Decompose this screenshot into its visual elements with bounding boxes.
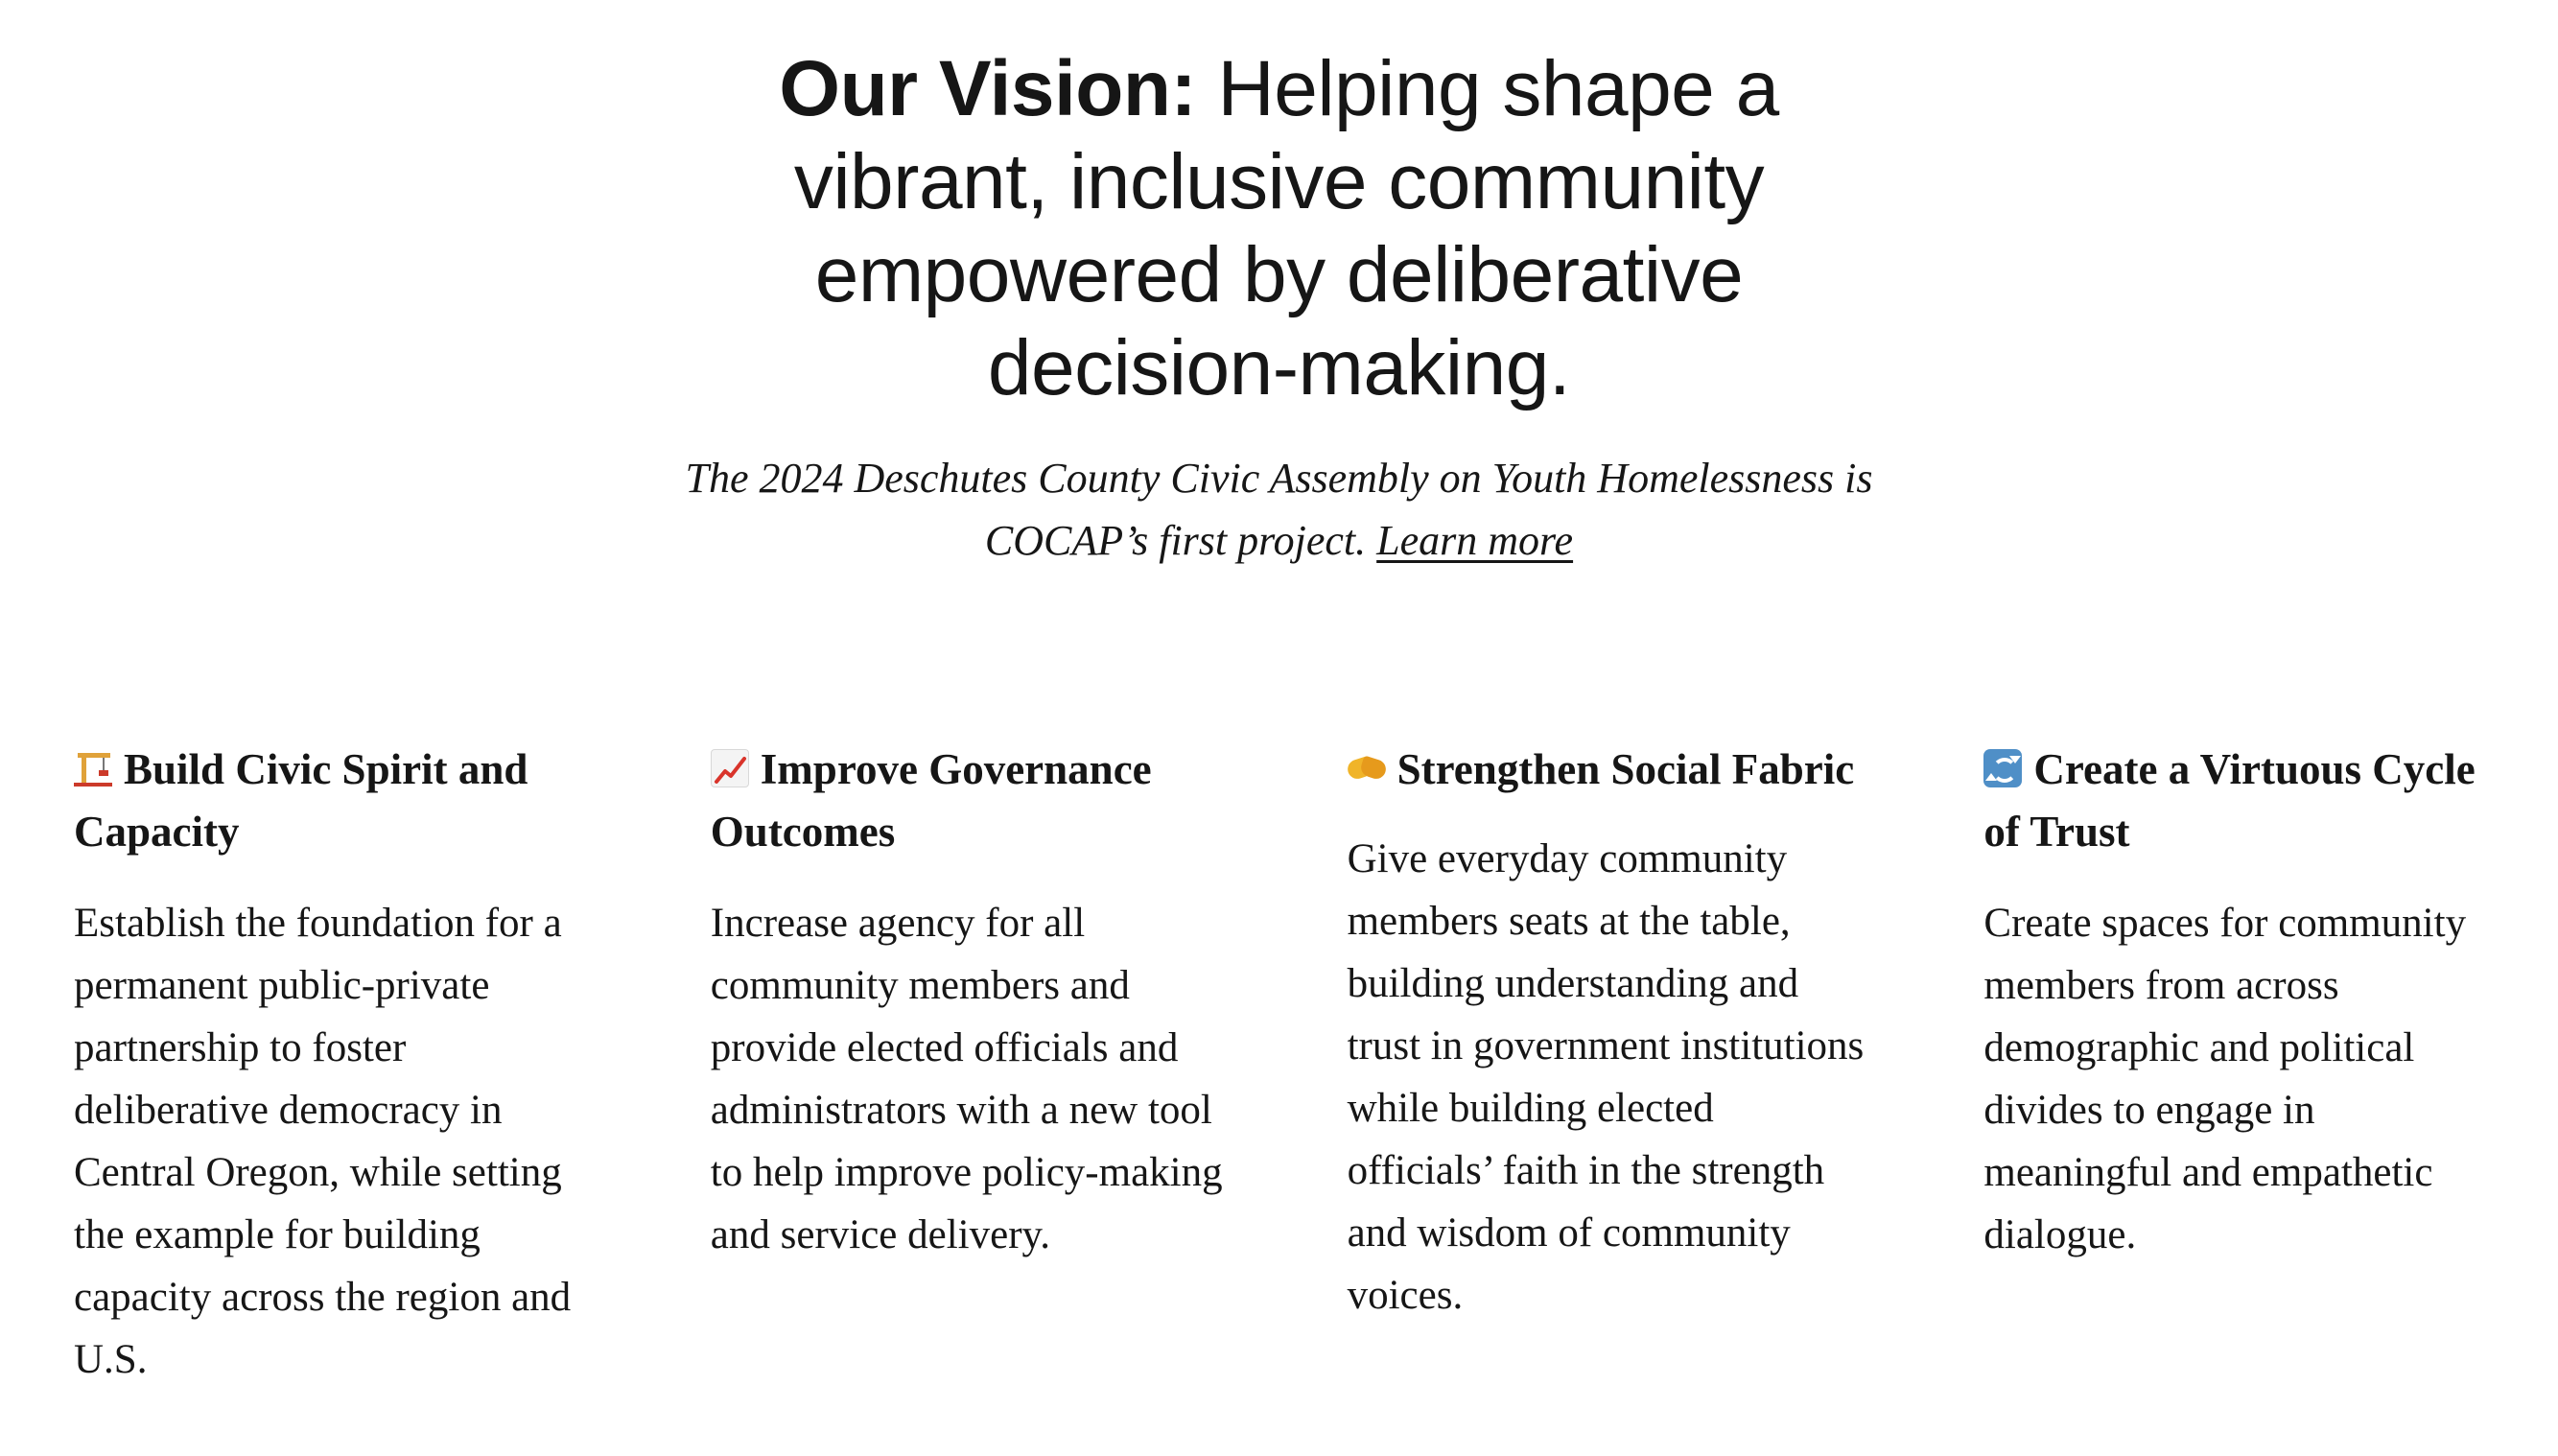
pillar-description: Create spaces for community members from across demographic and political divides to engage in meaningful and empathetic dialogue.	[1983, 901, 2467, 1257]
repeat-cycle-icon	[1983, 749, 2022, 787]
vision-subtitle	[685, 447, 1874, 572]
pillar-title	[1983, 739, 2510, 863]
pillar-virtuous-cycle	[1983, 739, 2510, 1391]
construction-crane-icon	[74, 749, 112, 787]
pillar-description: Establish the foundation for a permanent public-private partnership to foster deliberative democracy in Central Oregon, while setting the example for building capacity across the region and U.S.	[74, 901, 572, 1382]
pillar-title-text: Improve Governance Outcomes	[710, 745, 1152, 856]
pillar-title	[711, 739, 1228, 863]
vision-heading-text: Helping shape a vibrant, inclusive community empowered by deliberative decision-making.	[793, 45, 1779, 411]
pillar-description: Give everyday community members seats at the table, building understanding and trust in government institutions while building elected officials’ faith in the strength and wisdom of community voices.	[1347, 836, 1865, 1318]
learn-more-link[interactable]: Learn more	[1376, 517, 1574, 564]
vision-subtitle-text: The 2024 Deschutes County Civic Assembly on Youth Homelessness is COCAP’s first project.	[685, 455, 1873, 564]
pillar-social-fabric	[1348, 739, 1865, 1391]
vision-heading	[733, 42, 1826, 414]
hero	[0, 42, 2558, 572]
pillar-title-text: Build Civic Spirit and Capacity	[74, 745, 528, 856]
pillar-title	[74, 739, 591, 863]
pillar-civic-spirit	[74, 739, 591, 1391]
handshake-icon	[1348, 749, 1386, 787]
pillar-description: Increase agency for all community members and provide elected officials and administrators with a new tool to help improve policy-making and service delivery.	[710, 901, 1223, 1257]
pillar-title	[1348, 739, 1865, 801]
pillar-title-text: Strengthen Social Fabric	[1396, 745, 1855, 793]
pillars-row	[74, 739, 2510, 1391]
vision-heading-lead: Our Vision:	[779, 45, 1197, 132]
pillar-title-text: Create a Virtuous Cycle of Trust	[1983, 745, 2476, 856]
chart-increasing-icon	[711, 749, 749, 787]
pillar-governance	[711, 739, 1228, 1391]
